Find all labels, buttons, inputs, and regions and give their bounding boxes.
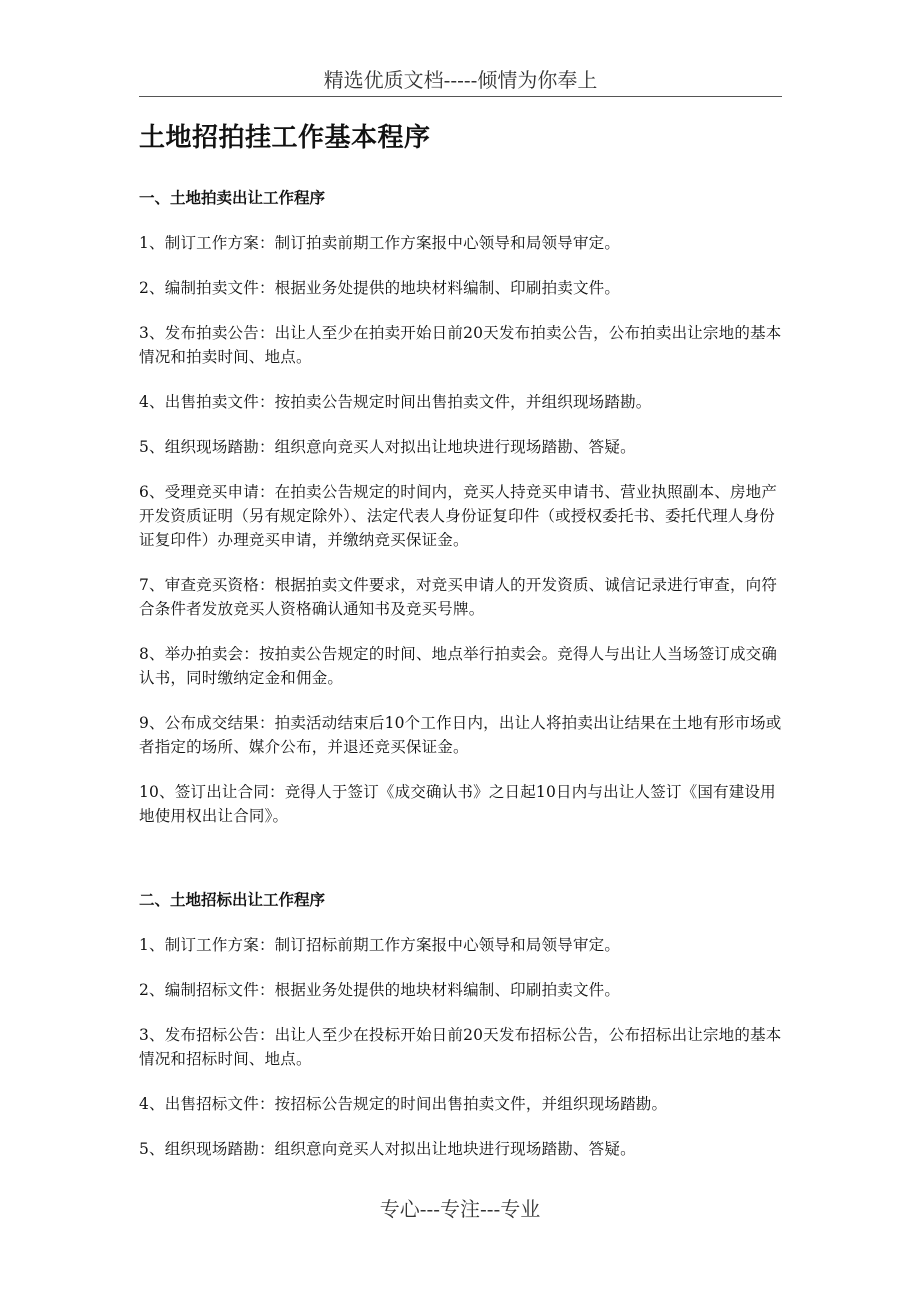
list-item: 3、发布招标公告：出让人至少在投标开始日前20天发布招标公告，公布招标出让宗地的基本情况和招标时间、地点。	[139, 1026, 782, 1068]
list-item: 10、签订出让合同：竞得人于签订《成交确认书》之日起10日内与出让人签订《国有建设用地使用权出让合同》。	[139, 783, 776, 825]
list-item: 4、出售拍卖文件：按拍卖公告规定时间出售拍卖文件，并组织现场踏勘。	[139, 393, 652, 411]
list-item: 5、组织现场踏勘：组织意向竞买人对拟出让地块进行现场踏勘、答疑。	[139, 1140, 636, 1158]
list-item: 1、制订工作方案：制订拍卖前期工作方案报中心领导和局领导审定。	[139, 234, 621, 252]
section-tender	[139, 888, 789, 1161]
page-header: 精选优质文档-----倾情为你奉上	[139, 64, 782, 97]
section-heading: 二、土地招标出让工作程序	[139, 891, 326, 909]
list-item: 4、出售招标文件：按招标公告规定的时间出售拍卖文件，并组织现场踏勘。	[139, 1095, 668, 1113]
list-item: 6、受理竞买申请：在拍卖公告规定的时间内，竞买人持竞买申请书、营业执照副本、房地产开发资质证明（另有规定除外）、法定代表人身份证复印件（或授权委托书、委托代理人身份证复印件）办理竞买申请，并缴纳竞买保证金。	[139, 483, 778, 549]
document-body	[139, 113, 789, 1161]
list-item: 7、审查竞买资格：根据拍卖文件要求，对竞买申请人的开发资质、诚信记录进行审查，向符合条件者发放竞买人资格确认通知书及竞买号牌。	[139, 576, 778, 618]
document-title: 土地招拍挂工作基本程序	[139, 123, 431, 153]
list-item: 8、举办拍卖会：按拍卖公告规定的时间、地点举行拍卖会。竞得人与出让人当场签订成交确认书，同时缴纳定金和佣金。	[139, 645, 778, 687]
list-item: 9、公布成交结果：拍卖活动结束后10个工作日内，出让人将拍卖出让结果在土地有形市场或者指定的场所、媒介公布，并退还竞买保证金。	[139, 714, 782, 756]
section-auction	[139, 186, 789, 828]
list-item: 1、制订工作方案：制订招标前期工作方案报中心领导和局领导审定。	[139, 936, 621, 954]
list-item: 5、组织现场踏勘：组织意向竞买人对拟出让地块进行现场踏勘、答疑。	[139, 438, 636, 456]
section-heading: 一、土地拍卖出让工作程序	[139, 189, 326, 207]
list-item: 2、编制招标文件：根据业务处提供的地块材料编制、印刷拍卖文件。	[139, 981, 621, 999]
list-item: 2、编制拍卖文件：根据业务处提供的地块材料编制、印刷拍卖文件。	[139, 279, 621, 297]
list-item: 3、发布拍卖公告：出让人至少在拍卖开始日前20天发布拍卖公告，公布拍卖出让宗地的基本情况和拍卖时间、地点。	[139, 324, 782, 366]
page-footer: 专心---专注---专业	[379, 1197, 541, 1221]
